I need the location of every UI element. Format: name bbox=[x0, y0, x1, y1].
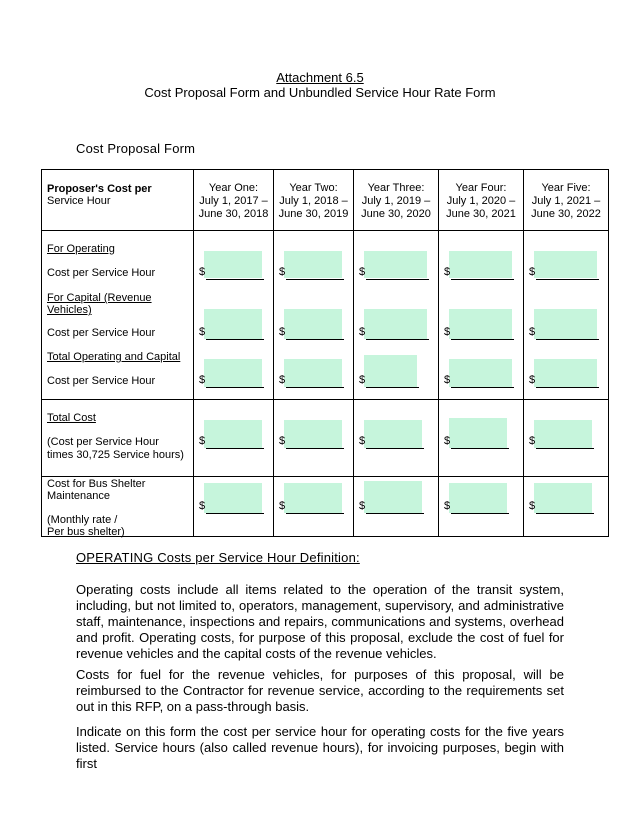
cost-proposal-table bbox=[41, 169, 609, 537]
year-label: Year Four: bbox=[455, 182, 507, 194]
total-input-y3[interactable] bbox=[364, 355, 417, 387]
currency-sign: $ bbox=[444, 374, 451, 386]
year-end: June 30, 2022 bbox=[531, 208, 601, 220]
year-end: June 30, 2021 bbox=[446, 208, 516, 220]
bus-shelter-label-cont: Maintenance bbox=[47, 490, 110, 502]
blank-line bbox=[366, 448, 424, 449]
currency-sign: $ bbox=[199, 374, 206, 386]
shelter-input-y1[interactable] bbox=[204, 483, 262, 513]
currency-sign: $ bbox=[359, 435, 366, 447]
operating-input-y3[interactable] bbox=[364, 251, 427, 278]
currency-sign: $ bbox=[444, 266, 451, 278]
year-header-1 bbox=[194, 170, 274, 231]
blank-line bbox=[536, 513, 594, 514]
currency-sign: $ bbox=[359, 500, 366, 512]
year-end: June 30, 2019 bbox=[278, 208, 349, 220]
total-cost-input-y3[interactable] bbox=[364, 420, 422, 448]
form-subtitle: Cost Proposal Form and Unbundled Service Hour Rate Form bbox=[144, 85, 496, 100]
blank-line bbox=[536, 448, 594, 449]
year2-shelter-cell bbox=[274, 477, 354, 537]
total-cost-input-y2[interactable] bbox=[284, 420, 342, 448]
year2-total-cost-cell bbox=[274, 400, 354, 477]
shelter-input-y4[interactable] bbox=[449, 483, 507, 513]
currency-sign: $ bbox=[279, 435, 286, 447]
corner-header-bold: Proposer's Cost per bbox=[47, 183, 152, 195]
year5-total-cost-cell bbox=[524, 400, 609, 477]
for-capital-label: For Capital (Revenue bbox=[47, 292, 152, 304]
total-input-y2[interactable] bbox=[284, 359, 342, 387]
section-label: Cost Proposal Form bbox=[76, 141, 196, 156]
blank-line bbox=[206, 279, 264, 280]
year3-total-cost-cell bbox=[354, 400, 439, 477]
year1-op-cap-cell bbox=[194, 231, 274, 400]
currency-sign: $ bbox=[199, 435, 206, 447]
total-cost-input-y4[interactable] bbox=[449, 418, 507, 448]
blank-line bbox=[366, 339, 429, 340]
total-cost-desc-cont: times 30,725 Service hours) bbox=[47, 449, 184, 461]
year-start: July 1, 2018 – bbox=[279, 195, 348, 207]
blank-line bbox=[206, 339, 264, 340]
year-start: July 1, 2017 – bbox=[199, 195, 268, 207]
currency-sign: $ bbox=[359, 266, 366, 278]
capital-input-y2[interactable] bbox=[284, 309, 342, 339]
total-cost-labels bbox=[42, 400, 194, 477]
bus-shelter-label: Cost for Bus Shelter bbox=[47, 478, 146, 490]
year-start: July 1, 2020 – bbox=[446, 195, 516, 207]
paragraph-operating-costs: Operating costs include all items related to the operation of the transit system, including, but not limited to, operators, management, supervisory, and administrative staff, maintenance, inspections and repairs, communications and systems, overhead and profit. Operating costs, for purpose of this proposal, exclude the cost of fuel for revenue vehicles and the capital costs of the revenue vehicles. bbox=[76, 582, 564, 661]
paragraph-fuel-costs: Costs for fuel for the revenue vehicles, for purposes of this proposal, will be reimbursed to the Contractor for revenue service, according to the requirements set out in this RFP, on a pass-through basis. bbox=[76, 667, 564, 714]
currency-sign: $ bbox=[279, 374, 286, 386]
total-cost-input-y1[interactable] bbox=[204, 420, 262, 448]
blank-line bbox=[286, 387, 344, 388]
corner-header-normal: Service Hour bbox=[47, 195, 111, 207]
total-cost-label: Total Cost bbox=[47, 412, 96, 424]
currency-sign: $ bbox=[279, 266, 286, 278]
operating-input-y4[interactable] bbox=[449, 251, 512, 278]
currency-sign: $ bbox=[444, 326, 451, 338]
bus-shelter-rate-label-cont: Per bus shelter) bbox=[47, 526, 125, 538]
blank-line bbox=[366, 387, 419, 388]
currency-sign: $ bbox=[444, 500, 451, 512]
year-header-3 bbox=[354, 170, 439, 231]
year-end: June 30, 2020 bbox=[361, 208, 431, 220]
shelter-input-y2[interactable] bbox=[284, 483, 342, 513]
currency-sign: $ bbox=[529, 374, 536, 386]
operating-input-y5[interactable] bbox=[534, 251, 597, 278]
year3-shelter-cell bbox=[354, 477, 439, 537]
blank-line bbox=[286, 339, 344, 340]
currency-sign: $ bbox=[529, 266, 536, 278]
total-op-cap-label: Total Operating and Capital bbox=[47, 351, 181, 363]
capital-input-y4[interactable] bbox=[449, 309, 512, 339]
blank-line bbox=[451, 387, 514, 388]
total-cost-desc: (Cost per Service Hour bbox=[47, 436, 159, 448]
capital-input-y3[interactable] bbox=[364, 309, 427, 339]
currency-sign: $ bbox=[279, 500, 286, 512]
blank-line bbox=[451, 513, 509, 514]
currency-sign: $ bbox=[529, 326, 536, 338]
total-cost-row bbox=[42, 400, 609, 477]
corner-header bbox=[42, 170, 194, 231]
year3-op-cap-cell bbox=[354, 231, 439, 400]
currency-sign: $ bbox=[199, 500, 206, 512]
cost-per-hour-label: Cost per Service Hour bbox=[47, 327, 156, 339]
currency-sign: $ bbox=[199, 326, 206, 338]
year-header-5 bbox=[524, 170, 609, 231]
year-start: July 1, 2019 – bbox=[361, 195, 431, 207]
header-row bbox=[42, 170, 609, 231]
year-label: Year Two: bbox=[289, 182, 338, 194]
total-input-y4[interactable] bbox=[449, 359, 512, 387]
paragraph-service-hours: Indicate on this form the cost per service hour for operating costs for the five years listed. Service hours (also called revenue hours), for invoicing purposes, begin with first bbox=[76, 724, 564, 771]
blank-line bbox=[286, 279, 344, 280]
currency-sign: $ bbox=[359, 374, 366, 386]
cost-per-hour-label: Cost per Service Hour bbox=[47, 375, 156, 387]
currency-sign: $ bbox=[279, 326, 286, 338]
year-label: Year Five: bbox=[541, 182, 591, 194]
document-title bbox=[0, 70, 640, 100]
year-header-2 bbox=[274, 170, 354, 231]
operating-input-y2[interactable] bbox=[284, 251, 342, 278]
blank-line bbox=[286, 513, 344, 514]
operating-capital-labels bbox=[42, 231, 194, 400]
blank-line bbox=[536, 387, 599, 388]
operating-input-y1[interactable] bbox=[204, 251, 262, 278]
year4-shelter-cell bbox=[439, 477, 524, 537]
blank-line bbox=[536, 339, 599, 340]
year1-shelter-cell bbox=[194, 477, 274, 537]
year-end: June 30, 2018 bbox=[198, 208, 269, 220]
currency-sign: $ bbox=[529, 500, 536, 512]
blank-line bbox=[286, 448, 344, 449]
for-operating-label: For Operating bbox=[47, 243, 115, 255]
currency-sign: $ bbox=[444, 435, 451, 447]
operating-capital-row bbox=[42, 231, 609, 400]
total-input-y5[interactable] bbox=[534, 359, 597, 387]
year-label: Year One: bbox=[208, 182, 259, 194]
year-label: Year Three: bbox=[367, 182, 425, 194]
bus-shelter-rate-label: (Monthly rate / bbox=[47, 514, 118, 526]
definition-heading: OPERATING Costs per Service Hour Definition: bbox=[76, 550, 360, 565]
year-start: July 1, 2021 – bbox=[531, 195, 601, 207]
bus-shelter-labels bbox=[42, 477, 194, 537]
blank-line bbox=[536, 279, 599, 280]
currency-sign: $ bbox=[359, 326, 366, 338]
blank-line bbox=[366, 513, 424, 514]
year4-op-cap-cell bbox=[439, 231, 524, 400]
bus-shelter-row bbox=[42, 477, 609, 537]
year5-shelter-cell bbox=[524, 477, 609, 537]
year-header-4 bbox=[439, 170, 524, 231]
year1-total-cost-cell bbox=[194, 400, 274, 477]
shelter-input-y5[interactable] bbox=[534, 483, 592, 513]
blank-line bbox=[451, 339, 514, 340]
blank-line bbox=[206, 448, 264, 449]
currency-sign: $ bbox=[199, 266, 206, 278]
total-cost-input-y5[interactable] bbox=[534, 420, 592, 448]
blank-line bbox=[451, 279, 514, 280]
for-capital-label-cont: Vehicles) bbox=[47, 304, 92, 316]
blank-line bbox=[366, 279, 429, 280]
year4-total-cost-cell bbox=[439, 400, 524, 477]
blank-line bbox=[206, 513, 264, 514]
blank-line bbox=[451, 448, 509, 449]
total-input-y1[interactable] bbox=[204, 359, 262, 387]
blank-line bbox=[206, 387, 264, 388]
cost-per-hour-label: Cost per Service Hour bbox=[47, 267, 156, 279]
capital-input-y5[interactable] bbox=[534, 309, 597, 339]
year5-op-cap-cell bbox=[524, 231, 609, 400]
attachment-label: Attachment 6.5 bbox=[276, 70, 364, 85]
capital-input-y1[interactable] bbox=[204, 309, 262, 339]
year2-op-cap-cell bbox=[274, 231, 354, 400]
currency-sign: $ bbox=[529, 435, 536, 447]
shelter-input-y3[interactable] bbox=[364, 481, 422, 513]
